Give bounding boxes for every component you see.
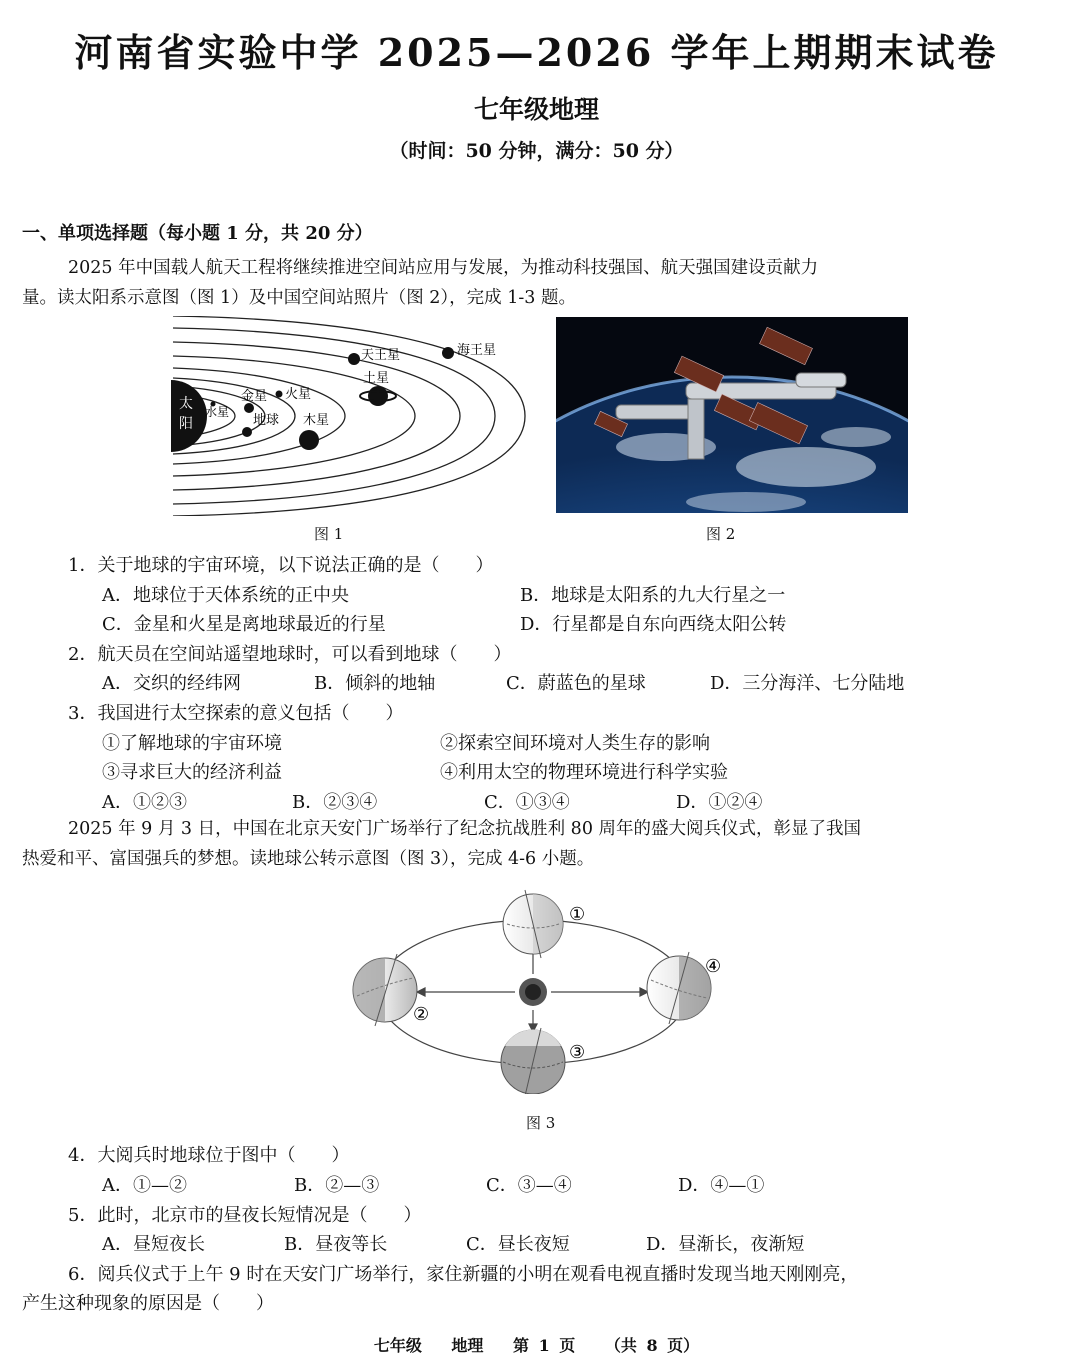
saturn-planet: [368, 386, 388, 406]
question-5-option-d: D．昼渐长，夜渐短: [646, 1234, 805, 1255]
figure3-caption: 图 3: [526, 1114, 556, 1132]
figure1-caption: 图 1: [314, 525, 344, 543]
earth-position-4: [647, 952, 711, 1024]
exam-title: 河南省实验中学 2025—2026 学年上期期末试卷: [74, 30, 999, 75]
question-3-item-3: ③寻求巨大的经济利益: [102, 762, 282, 783]
jupiter-planet: [299, 430, 319, 450]
question-4-option-c: C．③—④: [486, 1175, 572, 1196]
footer-page: 第 1 页: [513, 1336, 576, 1355]
uranus-label: 天王星: [361, 348, 401, 363]
position-4-label: ④: [705, 956, 722, 977]
question-3-option-c: C．①③④: [484, 792, 570, 813]
solar-system-diagram: [165, 316, 535, 516]
venus-planet: [244, 403, 254, 413]
question-5-option-c: C．昼长夜短: [466, 1234, 570, 1255]
exam-time-info: （时间：50 分钟，满分：50 分）: [389, 140, 684, 162]
question-3-item-1: ①了解地球的宇宙环境: [102, 733, 282, 754]
footer-total: （共 8 页）: [604, 1336, 700, 1355]
position-3-label: ③: [569, 1042, 586, 1063]
earth-planet: [242, 427, 252, 437]
question-5-stem: 5．此时，北京市的昼夜长短情况是（ ）: [68, 1205, 422, 1226]
question-5-option-a: A．昼短夜长: [102, 1234, 205, 1255]
mars-planet: [276, 391, 283, 398]
earth-position-1: [503, 890, 563, 958]
saturn-label: 土星: [363, 371, 390, 386]
question-4-option-a: A．①—②: [102, 1175, 187, 1196]
intro2-line2: 热爱和平、富国强兵的梦想。读地球公转示意图（图 3），完成 4-6 小题。: [22, 849, 595, 869]
venus-label: 金星: [241, 389, 268, 404]
question-1-option-c: C．金星和火星是离地球最近的行星: [102, 614, 386, 635]
section-heading: 一、单项选择题（每小题 1 分，共 20 分）: [22, 223, 373, 244]
figure2-caption: 图 2: [706, 525, 736, 543]
earth-position-2: [353, 954, 417, 1026]
question-3-item-4: ④利用太空的物理环境进行科学实验: [440, 762, 728, 783]
question-2-option-d: D．三分海洋、七分陆地: [710, 673, 905, 694]
question-2-option-b: B．倾斜的地轴: [314, 673, 436, 694]
uranus-planet: [348, 353, 360, 365]
question-3-item-2: ②探索空间环境对人类生存的影响: [440, 733, 710, 754]
question-1-option-b: B．地球是太阳系的九大行星之一: [520, 585, 786, 606]
intro1-line1: 2025 年中国载人航天工程将继续推进空间站应用与发展，为推动科技强国、航天强国建设贡献力: [68, 258, 819, 278]
space-station-photo: [556, 317, 908, 513]
exam-subtitle: 七年级地理: [473, 95, 599, 124]
question-2-option-a: A．交织的经纬网: [102, 673, 241, 694]
earth-position-3: [501, 1028, 565, 1094]
intro2-line1: 2025 年 9 月 3 日，中国在北京天安门广场举行了纪念抗战胜利 80 周年的盛大阅兵仪式，彰显了我国: [68, 819, 862, 839]
question-2-option-c: C．蔚蓝色的星球: [506, 673, 646, 694]
footer-grade: 七年级: [373, 1336, 422, 1355]
earth-revolution-diagram: [345, 882, 735, 1094]
question-1-option-d: D．行星都是自东向西绕太阳公转: [520, 614, 787, 635]
question-6-stem-line2: 产生这种现象的原因是（ ）: [22, 1293, 274, 1314]
page-footer: [0, 1333, 1073, 1356]
question-6-stem: 6．阅兵仪式于上午 9 时在天安门广场举行，家住新疆的小明在观看电视直播时发现当地天刚刚亮，: [68, 1264, 859, 1285]
question-5-option-b: B．昼夜等长: [284, 1234, 388, 1255]
question-3-option-a: A．①②③: [102, 792, 187, 813]
svg-text:阳: 阳: [179, 416, 193, 432]
sun-label: 太: [179, 396, 193, 412]
neptune-label: 海王星: [457, 343, 497, 358]
earth-label: 地球: [253, 413, 280, 428]
position-1-label: ①: [569, 904, 586, 925]
question-3-option-d: D．①②④: [676, 792, 763, 813]
position-2-label: ②: [413, 1004, 430, 1025]
question-2-stem: 2．航天员在空间站遥望地球时，可以看到地球（ ）: [68, 644, 512, 665]
intro1-line2: 量。读太阳系示意图（图 1）及中国空间站照片（图 2），完成 1-3 题。: [22, 288, 576, 308]
question-4-option-d: D．④—①: [678, 1175, 765, 1196]
mercury-label: 水星: [205, 405, 230, 419]
footer-subject: 地理: [451, 1336, 484, 1355]
question-1-stem: 1．关于地球的宇宙环境，以下说法正确的是（ ）: [68, 555, 494, 576]
mars-label: 火星: [285, 387, 312, 402]
question-3-option-b: B．②③④: [292, 792, 378, 813]
question-1-option-a: A．地球位于天体系统的正中央: [102, 585, 349, 606]
jupiter-label: 木星: [303, 413, 330, 428]
question-4-stem: 4．大阅兵时地球位于图中（ ）: [68, 1145, 350, 1166]
question-3-stem: 3．我国进行太空探索的意义包括（ ）: [68, 703, 404, 724]
neptune-planet: [442, 347, 454, 359]
question-4-option-b: B．②—③: [294, 1175, 380, 1196]
